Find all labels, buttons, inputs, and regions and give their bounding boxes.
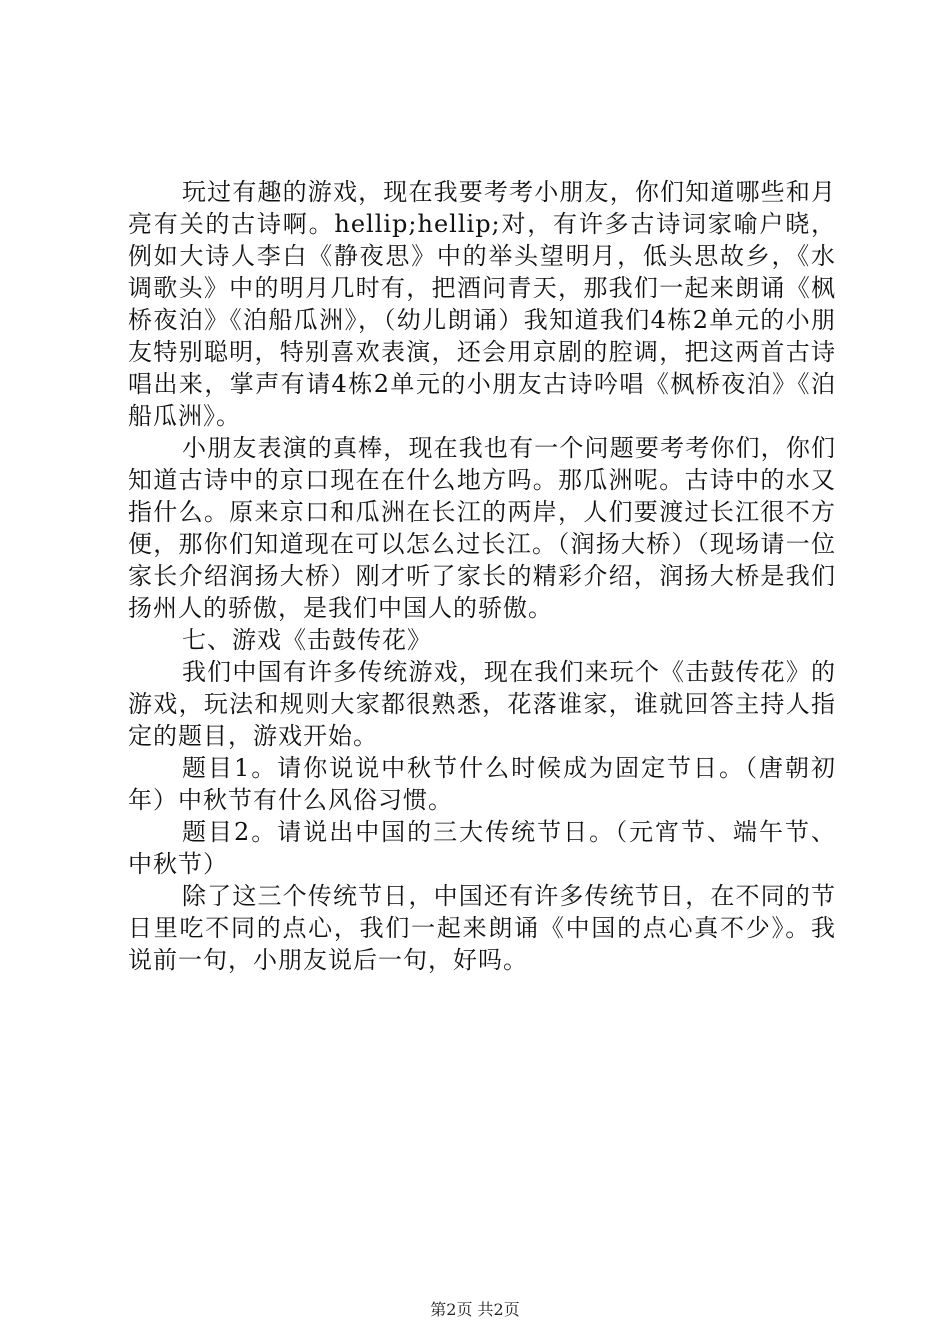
- page-number-footer: 第2页 共2页: [430, 1300, 520, 1319]
- paragraph-jingkou-question: 小朋友表演的真棒，现在我也有一个问题要考考你们，你们知道古诗中的京口现在在什么地方吗。那瓜洲呢。古诗中的水又指什么。原来京口和瓜洲在长江的两岸，人们要渡过长江很不方便，那你们知道现在可以怎么过长江。（润扬大桥）（现场请一位家长介绍润扬大桥）刚才听了家长的精彩介绍，润扬大桥是我们扬州人的骄傲，是我们中国人的骄傲。: [128, 434, 836, 622]
- paragraph-moon-poems: 玩过有趣的游戏，现在我要考考小朋友，你们知道哪些和月亮有关的古诗啊。hellip;hellip;对，有许多古诗词家喻户晓，例如大诗人李白《静夜思》中的举头望明月，低头思故乡，《水调歌头》中的明月几时有，把酒问青天，那我们一起来朗诵《枫桥夜泊》《泊船瓜洲》，（幼儿朗诵）我知道我们4栋2单元的小朋友特别聪明，特别喜欢表演，还会用京剧的腔调，把这两首古诗唱出来，掌声有请4栋2单元的小朋友古诗吟唱《枫桥夜泊》《泊船瓜洲》。: [128, 178, 836, 430]
- paragraph-question-1: 题目1。请你说说中秋节什么时候成为固定节日。（唐朝初年）中秋节有什么风俗习惯。: [128, 754, 836, 814]
- paragraph-game-intro: 我们中国有许多传统游戏，现在我们来玩个《击鼓传花》的游戏，玩法和规则大家都很熟悉，花落谁家，谁就回答主持人指定的题目，游戏开始。: [128, 658, 836, 750]
- document-body: [128, 176, 836, 976]
- paragraph-question-2: 题目2。请说出中国的三大传统节日。（元宵节、端午节、中秋节）: [128, 818, 836, 878]
- section-heading-game: 七、游戏《击鼓传花》: [182, 626, 432, 654]
- paragraph-festival-snacks: 除了这三个传统节日，中国还有许多传统节日，在不同的节日里吃不同的点心，我们一起来朗诵《中国的点心真不少》。我说前一句，小朋友说后一句，好吗。: [128, 882, 836, 974]
